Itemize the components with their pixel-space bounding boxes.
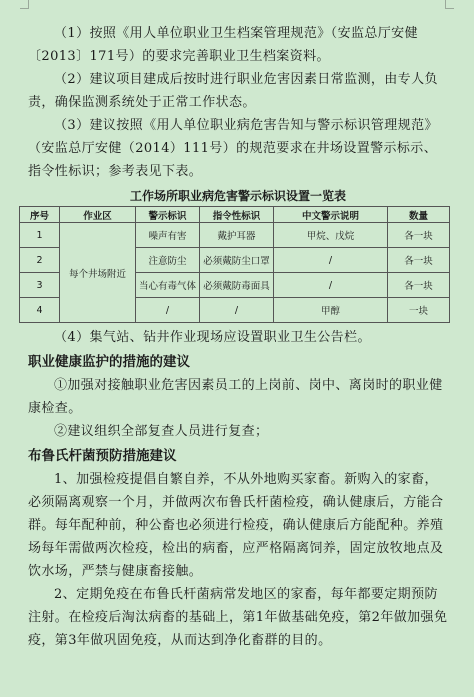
directive-cell: 必须戴防毒面具: [200, 273, 274, 298]
qty-cell: 一块: [388, 298, 450, 323]
page-corner-mark: [20, 0, 29, 9]
section-paragraph: 2、定期免疫在布鲁氏杆菌病常发地区的家畜，每年都要定期预防注射。在检疫后淘汰病畜的基础上，第1年做基础免疫，第2年做加强免疫，第3年做巩固免疫，从而达到净化畜群的目的。: [28, 587, 448, 648]
intro-item: （3）建议按照《用人单位职业病危害告知与警示标识管理规范》（安监总厅安健（2014）111号）的规范要求在井场设置警示标示、指令性标识；参考表见下表。: [28, 118, 438, 179]
seq-cell: 1: [20, 223, 60, 248]
section-item: ②建议组织全部复查人员进行复查；: [54, 424, 269, 439]
cn-warning-cell: 甲醇: [274, 298, 388, 323]
directive-cell: 必须戴防尘口罩: [200, 248, 274, 273]
seq-cell: 3: [20, 273, 60, 298]
page-corner-mark: [445, 0, 454, 9]
cn-warning-cell: /: [274, 273, 388, 298]
directive-cell: /: [200, 298, 274, 323]
table-row: [20, 223, 450, 248]
intro-item: （1）按照《用人单位职业卫生档案管理规范》（安监总厅安健〔2013〕171号）的要求完善职业卫生档案资料。: [28, 26, 418, 64]
warning-cell: /: [136, 298, 200, 323]
table-header-cell: 作业区: [60, 207, 136, 223]
table-header-row: [20, 207, 450, 223]
intro-item: （2）建议项目建成后按时进行职业危害因素日常监测，由专人负责，确保监测系统处于正常工作状态。: [28, 72, 438, 110]
qty-cell: 各一块: [388, 248, 450, 273]
document-page: [28, 22, 448, 652]
qty-cell: 各一块: [388, 223, 450, 248]
section-heading: 职业健康监护的措施的建议: [28, 354, 190, 370]
directive-cell: 戴护耳器: [200, 223, 274, 248]
table-header-cell: 序号: [20, 207, 60, 223]
table-header-cell: 警示标识: [136, 207, 200, 223]
warning-sign-table: [19, 206, 450, 323]
warning-cell: 注意防尘: [136, 248, 200, 273]
cn-warning-cell: /: [274, 248, 388, 273]
cn-warning-cell: 甲烷、戊烷: [274, 223, 388, 248]
table-header-cell: 中文警示说明: [274, 207, 388, 223]
table-header-cell: 指令性标识: [200, 207, 274, 223]
table-title: 工作场所职业病危害警示标识设置一览表: [129, 189, 346, 203]
seq-cell: 2: [20, 248, 60, 273]
section-heading: 布鲁氏杆菌预防措施建议: [28, 448, 177, 464]
area-cell: 每个井场附近: [60, 223, 136, 323]
warning-cell: 噪声有害: [136, 223, 200, 248]
warning-cell: 当心有毒气体: [136, 273, 200, 298]
qty-cell: 各一块: [388, 273, 450, 298]
section-paragraph: 1、加强检疫提倡自繁自养，不从外地购买家畜。新购入的家畜，必须隔离观察一个月，并做两次布鲁氏杆菌检疫，确认健康后，方能合群。每年配种前，种公畜也必须进行检疫，确认健康后方能配种。养殖场每年需做两次检疫，检出的病畜，应严格隔离饲养，固定放牧地点及饮水场，严禁与健康畜接触。: [28, 472, 444, 579]
section-item: ①加强对接触职业危害因素员工的上岗前、岗中、离岗时的职业健康检查。: [28, 378, 443, 416]
table-header-cell: 数量: [388, 207, 450, 223]
item-4: （4）集气站、钻井作业现场应设置职业卫生公告栏。: [54, 330, 371, 345]
seq-cell: 4: [20, 298, 60, 323]
